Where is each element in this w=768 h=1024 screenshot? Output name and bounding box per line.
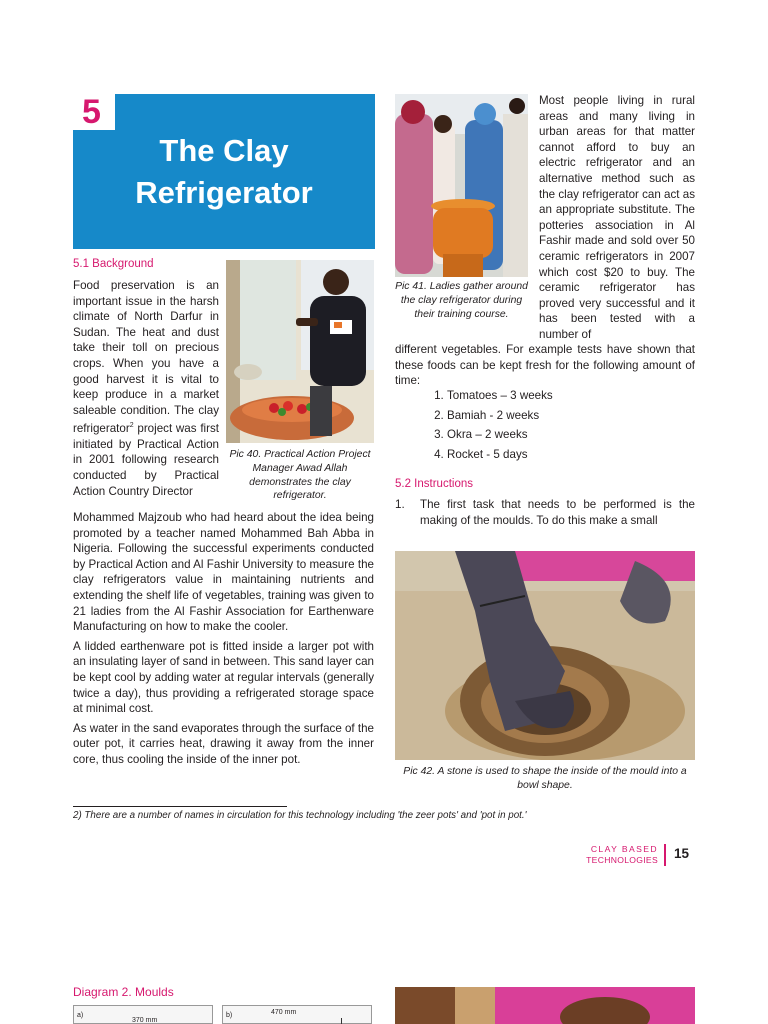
diagram-panel-b <box>222 1005 372 1024</box>
section-heading-background: 5.1 Background <box>73 258 154 270</box>
running-footer-label: CLAY BASED TECHNOLOGIES <box>586 844 658 865</box>
chapter-number: 5 <box>73 94 115 130</box>
folio-divider <box>664 844 666 866</box>
diagram-panel-b-label: b) <box>226 1012 233 1019</box>
pic40-caption: Pic 40. Practical Action Project Manager Awad Allah demonstrates the clay refrigerator. <box>229 449 371 502</box>
diagram-panel-a <box>73 1005 213 1024</box>
footnote-divider <box>73 806 287 807</box>
background-paragraph-start: Food preservation is an important issue in the harsh climate of North Darfur in Sudan. The heat and dust take their toll on precious crops. When you have a good harvest it is vital to keep produce in a market saleable condition. The clay refrigerator$^2$ project was first initiated by Practical Action in 2001 following research conducted by Practical Action Country Director <box>73 279 219 498</box>
next-page-photo <box>395 987 695 1024</box>
chapter-title: The Clay Refrigerator <box>135 133 313 210</box>
page-number: 15 <box>674 846 690 861</box>
list-item: 3. Okra – 2 weeks <box>447 425 667 445</box>
pic42-photo <box>395 551 695 760</box>
dimension-tick <box>341 1018 342 1024</box>
step-number: 1. <box>395 498 405 511</box>
diagram-title: Diagram 2. Moulds <box>73 985 174 999</box>
pic40-photo <box>226 260 374 443</box>
diagram-panel-a-dimension: 370 mm <box>132 1017 158 1024</box>
pic41-photo <box>395 94 528 277</box>
vegetable-tests-paragraph: different vegetables. For example tests have shown that these foods can be kept fresh for the following amount of time: <box>395 343 695 388</box>
background-paragraph-continued: Mohammed Majzoub who had heard about the idea being promoted by a teacher named Mohammed Bah Abba in Nigeria. Following the successful experiments conducted by Practical Action and Al Fashir University to measure the clay refrigerators value in maintaining nutrients and extending the shelf life of vegetables, training was given to 21 ladies from the Al Fashir Association for Earthenware Manufacturing on how to make the cooler. <box>73 511 374 634</box>
step-1-text: The first task that needs to be performed is the making of the moulds. To do this make a small <box>420 498 695 527</box>
pot-description-paragraph: A lidded earthenware pot is fitted inside a larger pot with an insulating layer of sand in between. This sand layer can be kept cool by adding water at regular intervals (generally twice a day), thus providing a refrigerated storage space at minimal cost. <box>73 639 374 716</box>
list-item: 1. Tomatoes – 3 weeks <box>447 386 667 406</box>
list-item: 4. Rocket - 5 days <box>447 445 667 465</box>
list-item: 2. Bamiah - 2 weeks <box>447 406 667 426</box>
evaporation-paragraph: As water in the sand evaporates through the surface of the outer pot, it carries heat, drawing it away from the inner core, thus cooling the inside of the inner pot. <box>73 721 374 766</box>
section-heading-instructions: 5.2 Instructions <box>395 478 473 490</box>
chapter-title-block <box>73 94 375 249</box>
pic41-caption: Pic 41. Ladies gather around the clay refrigerator during their training course. <box>395 281 528 320</box>
rural-refrigerator-paragraph: Most people living in rural areas and many living in urban areas for that matter cannot afford to buy an electric refrigerator and an alternative method such as the clay refrigerator can act as an appropriate substitute. The potteries association in Al Fashir made and sold over 50 ceramic refrigerators in 2007 which cost $20 to buy. The ceramic refrigerator has proved very successful and it has been tested with a number of <box>539 94 695 341</box>
vegetable-list <box>447 386 667 464</box>
diagram-panel-b-dimension: 470 mm <box>271 1009 297 1016</box>
diagram-panel-a-label: a) <box>77 1012 84 1019</box>
background-paragraphs <box>73 510 374 772</box>
footnote: 2) There are a number of names in circulation for this technology including 'the zeer pots' and 'pot in pot.' <box>73 810 527 821</box>
pic42-caption: Pic 42. A stone is used to shape the inside of the mould into a bowl shape. <box>403 766 687 791</box>
